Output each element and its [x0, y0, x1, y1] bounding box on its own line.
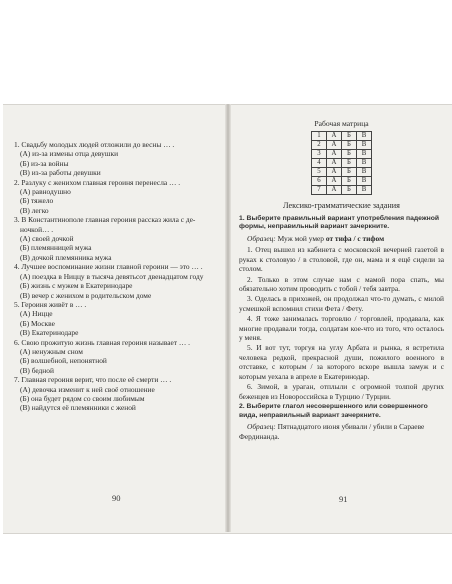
matrix-cell: 6 — [312, 177, 327, 186]
matrix-cell: 2 — [312, 141, 327, 150]
matrix-cell: А — [327, 141, 342, 150]
question-4 — [14, 262, 219, 300]
exercise-sentence: 6. Зимой, в ураган, отплыли с огромной толпой других беженцев из Новороссийска в Турцию / Турции. — [239, 382, 444, 401]
question-5 — [14, 300, 219, 338]
matrix-cell: А — [327, 150, 342, 159]
page-number-left: 90 — [112, 493, 121, 503]
answer-option: (А) равнодушно — [20, 187, 71, 197]
exercise-sentence: 5. И вот тут, торгуя на углу Арбата и рынка, я встретила человека редкой, прекрасной души, пожилого военного в отставке, с которым / за которого вскоре вышла замуж и с которым уехала в апреле в Екатеринодар. — [239, 343, 444, 381]
matrix-title: Рабочая матрица — [314, 119, 369, 128]
answer-option: (Б) она будет рядом со своим любимым — [20, 393, 145, 403]
left-page — [14, 140, 219, 413]
answer-option: (А) своей дочкой — [20, 234, 74, 244]
question-text: 3. В Константинополе главная героиня рассказ жила с деночкой… . — [14, 215, 196, 234]
matrix-cell: А — [327, 168, 342, 177]
matrix-cell: В — [357, 141, 372, 150]
matrix-cell: В — [357, 168, 372, 177]
matrix-cell: В — [357, 150, 372, 159]
matrix-row — [312, 150, 372, 159]
question-2 — [14, 178, 219, 216]
question-text: 5. Героиня живёт в … . — [14, 299, 87, 309]
answer-option: (В) бедной — [20, 365, 54, 375]
matrix-cell: Б — [342, 168, 357, 177]
question-text: 4. Лучшее воспоминание жизни главной героини — это … . — [14, 262, 203, 272]
matrix-cell: Б — [342, 159, 357, 168]
exercise-sentence: 4. Я тоже занималась торговлю / торговлей, продавала, как многие продавали тогда, солдатам кое-что из того, что осталось у меня. — [239, 314, 444, 343]
answer-option: (Б) тяжело — [20, 196, 54, 206]
matrix-cell: Б — [342, 141, 357, 150]
answer-option: (В) Екатеринодаре — [20, 328, 79, 338]
matrix-cell: В — [357, 132, 372, 141]
question-1 — [14, 140, 219, 178]
matrix-cell: В — [357, 186, 372, 195]
matrix-cell: Б — [342, 132, 357, 141]
answer-option: (Б) племянницей мужа — [20, 243, 92, 253]
matrix-row — [312, 141, 372, 150]
matrix-cell: Б — [342, 186, 357, 195]
question-7 — [14, 375, 219, 413]
answer-option: (Б) Москве — [20, 318, 55, 328]
answer-option: (В) дочкой племянника мужа — [20, 252, 112, 262]
answer-option: (В) вечер с женихом в родительском доме — [20, 290, 152, 300]
question-6 — [14, 338, 219, 376]
exercise-sentence: 3. Оделась в прихожей, он продолжал что-то думать, с милой усмешкой вспомнил стихи Фета / Фету. — [239, 294, 444, 313]
matrix-cell: 5 — [312, 168, 327, 177]
matrix-cell: 1 — [312, 132, 327, 141]
answer-option: (А) девочка изменит к ней своё отношение — [20, 384, 155, 394]
page-number-right: 91 — [339, 494, 348, 504]
question-3 — [14, 215, 219, 262]
matrix-cell: А — [327, 186, 342, 195]
question-text: 2. Разлуку с женихом главная героиня перенесла … . — [14, 177, 181, 187]
answer-option: (В) найдутся её племянники с женой — [20, 403, 136, 413]
matrix-cell: А — [327, 132, 342, 141]
matrix-cell: А — [327, 159, 342, 168]
matrix-row — [312, 186, 372, 195]
matrix-row — [312, 159, 372, 168]
matrix-cell: А — [327, 177, 342, 186]
task-2-sample: Образец: Пятнадцатого июня убивали / убили в Сараеве Фердинанда. — [239, 422, 425, 441]
exercise-sentence: 1. Отец вышел из кабинета с московской вечерней газетой в руках к столовую / в столовой, где он, мама и я ещё сидели за столом. — [239, 245, 444, 274]
matrix-cell: 7 — [312, 186, 327, 195]
task-2-title: 2. Выберите глагол несовершенного или совершенного вида, неправильный вариант зачеркните. — [239, 402, 428, 419]
task-1-title: 1. Выберите правильный вариант употребления падежной формы, неправильный вариант зачеркните. — [239, 214, 440, 231]
answer-option: (А) ненужным сном — [20, 346, 83, 356]
matrix-row — [312, 177, 372, 186]
book-gutter — [225, 104, 231, 532]
matrix-cell: Б — [342, 177, 357, 186]
answer-option: (Б) жизнь с мужем в Екатеринодаре — [20, 281, 133, 291]
matrix-row — [312, 168, 372, 177]
answer-matrix — [311, 131, 372, 195]
answer-option: (Б) волшебной, непонятной — [20, 356, 107, 366]
matrix-row — [312, 132, 372, 141]
answer-option: (В) легко — [20, 205, 49, 215]
answer-option: (А) поездка в Ниццу в тысяча девятьсот двенадцатом году — [20, 271, 204, 281]
question-text: 6. Свою прожитую жизнь главная героиня называет … . — [14, 337, 190, 347]
answer-option: (Б) из-за войны — [20, 158, 69, 168]
right-page — [239, 119, 444, 443]
answer-option: (А) Ницце — [20, 309, 53, 319]
matrix-cell: В — [357, 177, 372, 186]
task-1-sample: Образец: Муж мой умер от тифа / с тифом — [247, 234, 385, 243]
section-title: Лексико-грамматические задания — [283, 201, 400, 211]
matrix-cell: В — [357, 159, 372, 168]
answer-option: (А) из-за измены отца девушки — [20, 149, 119, 159]
question-text: 7. Главная героиня верит, что после её смерти … . — [14, 375, 172, 385]
question-text: 1. Свадьбу молодых людей отложили до весны … . — [14, 140, 175, 149]
matrix-cell: 4 — [312, 159, 327, 168]
answer-option: (В) из-за работы девушки — [20, 168, 101, 178]
matrix-cell: Б — [342, 150, 357, 159]
matrix-cell: 3 — [312, 150, 327, 159]
exercise-sentence: 2. Только в этом случае нам с мамой пора спать, мы обязательно хотим проводить с тобой / тебя завтра. — [239, 274, 444, 294]
